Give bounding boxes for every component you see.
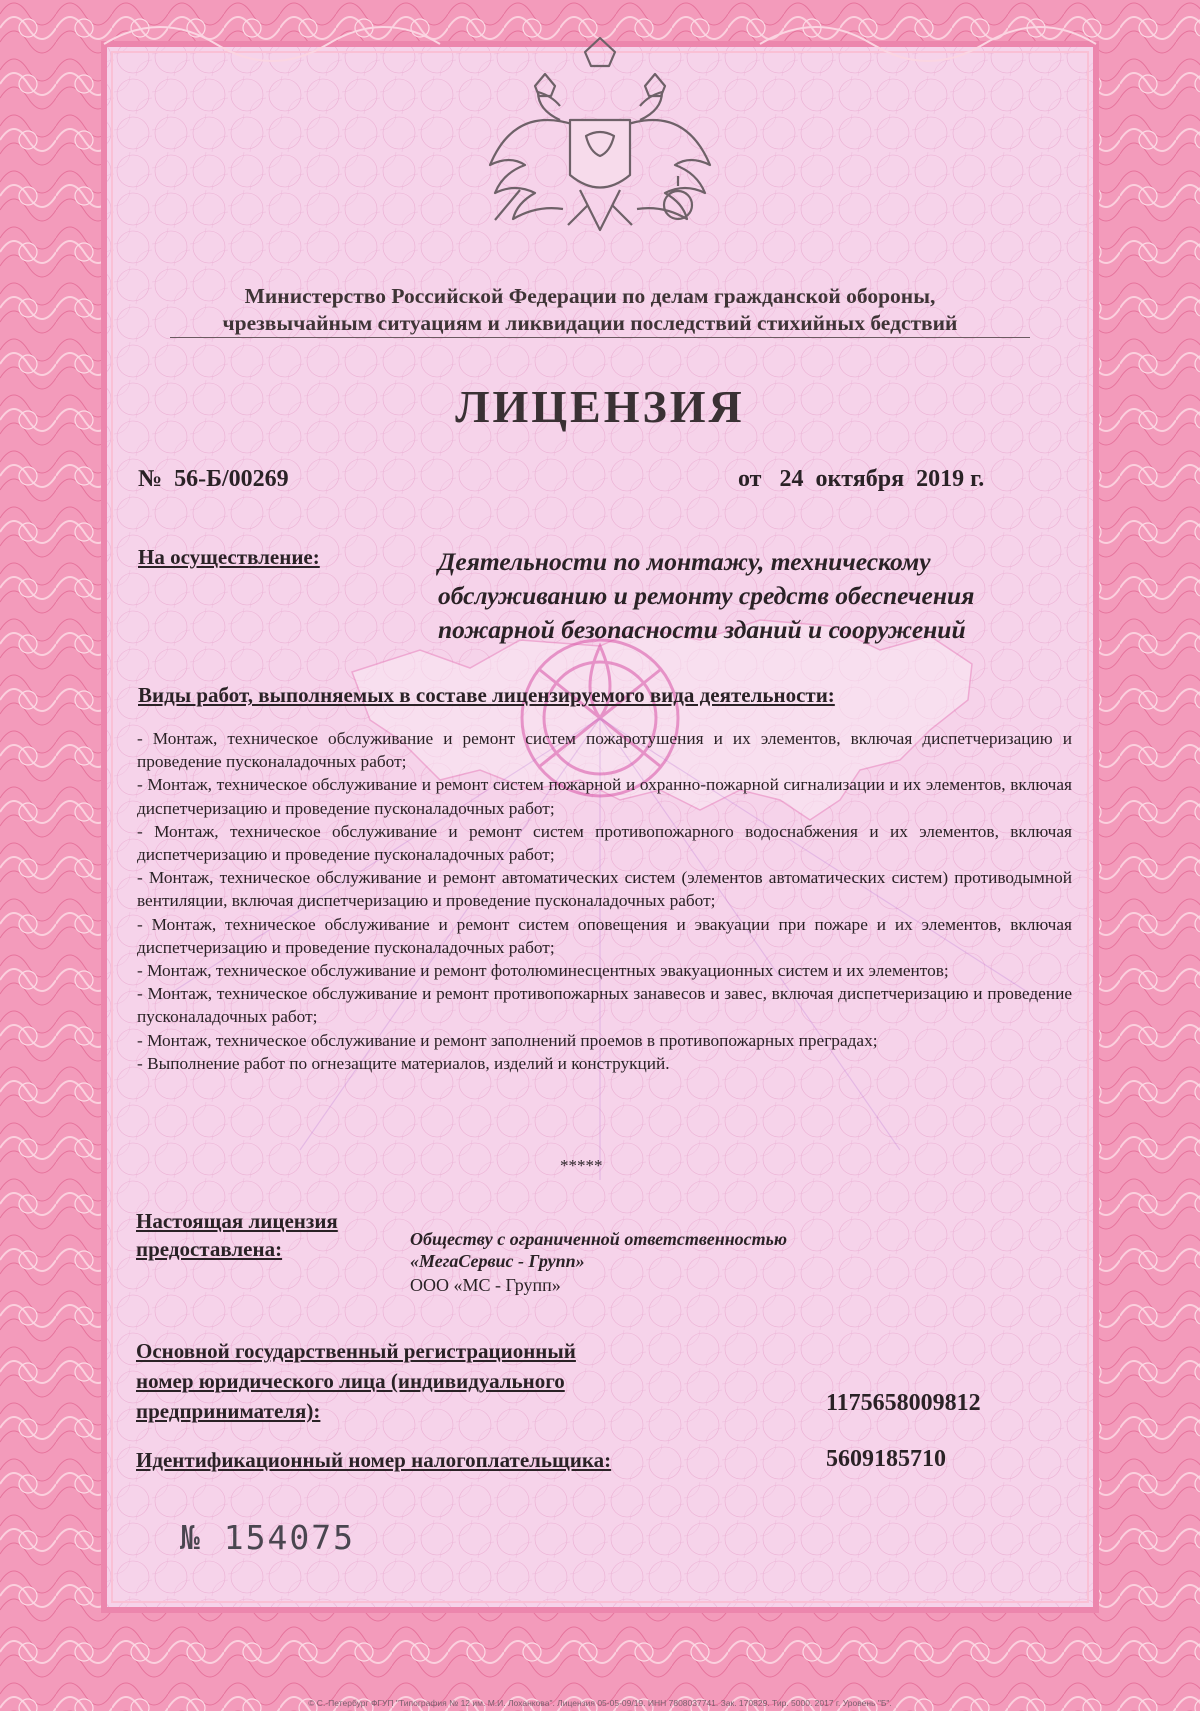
work-item: - Монтаж, техническое обслуживание и ремонт автоматических систем (элементов автоматических систем) противодымной вентиляции, включая диспетчеризацию и проведение пусконаладочных работ; [137, 868, 1072, 911]
document-title: ЛИЦЕНЗИЯ [455, 381, 745, 432]
header-divider [170, 337, 1030, 338]
ministry-line-1: Министерство Российской Федерации по делам гражданской обороны, [244, 284, 936, 308]
printer-imprint: © С.-Петербург ФГУП "Типография № 12 им. М.И. Лоханкова". Лицензия 05-05-09/19. ИНН 7808037741. Зак. 170829. Тир. 5000. 2017 г. Уровень "Б". [308, 1698, 892, 1708]
inn-label: Идентификационный номер налогоплательщика: [136, 1448, 612, 1472]
works-heading: Виды работ, выполняемых в составе лицензируемого вида деятельности: [138, 683, 835, 707]
ogrn-label-line-1: Основной государственный регистрационный [136, 1339, 576, 1363]
purpose-line-1: Деятельности по монтажу, техническому [438, 547, 931, 576]
ministry-line-2: чрезвычайным ситуациям и ликвидации последствий стихийных бедствий [222, 311, 958, 335]
work-item: - Монтаж, техническое обслуживание и ремонт фотолюминесцентных эвакуационных систем и их элементов; [137, 961, 949, 981]
purpose-line-3: пожарной безопасности зданий и сооружений [438, 615, 966, 644]
ogrn-label-line-3: предпринимателя): [136, 1399, 321, 1423]
work-item: - Монтаж, техническое обслуживание и ремонт систем оповещения и эвакуации при пожаре и их элементов, включая диспетчеризацию и проведение пусконаладочных работ; [137, 914, 1072, 957]
holder-brand-name: «МегаСервис - Групп» [410, 1251, 585, 1271]
holder-label-line-1: Настоящая лицензия [136, 1209, 338, 1233]
ministry-name [150, 283, 1030, 337]
license-date: от 24 октября 2019 г. [738, 466, 985, 492]
blank-serial-number: № 154075 [180, 1518, 355, 1557]
holder-label-line-2: предоставлена: [136, 1237, 283, 1261]
work-item: - Выполнение работ по огнезащите материалов, изделий и конструкций. [137, 1053, 670, 1073]
work-item: - Монтаж, техническое обслуживание и ремонт систем пожарной и охранно-пожарной сигнализации и их элементов, включая диспетчеризацию и проведение пусконаладочных работ; [137, 775, 1072, 818]
ogrn-label [136, 1336, 696, 1426]
ogrn-label-line-2: номер юридического лица (индивидуального [136, 1369, 565, 1393]
purpose-label: На осуществление: [138, 545, 320, 569]
works-list [137, 727, 1072, 1075]
purpose-text [438, 545, 1078, 647]
work-item: - Монтаж, техническое обслуживание и ремонт систем противопожарного водоснабжения и их элементов, включая диспетчеризацию и проведение пусконаладочных работ; [137, 821, 1072, 865]
holder-short-name: ООО «МС - Групп» [410, 1275, 561, 1295]
inn-value: 5609185710 [826, 1446, 946, 1472]
ogrn-value: 1175658009812 [826, 1390, 981, 1416]
work-item: - Монтаж, техническое обслуживание и ремонт заполнений проемов в противопожарных преградах; [137, 1030, 878, 1050]
work-item: - Монтаж, техническое обслуживание и ремонт систем пожаротушения и их элементов, включая диспетчеризацию и проведение пусконаладочных работ; [137, 729, 1072, 772]
work-item: - Монтаж, техническое обслуживание и ремонт противопожарных занавесов и завес, включая диспетчеризацию и проведение пусконаладочных работ; [137, 984, 1072, 1027]
section-separator: ***** [560, 1156, 603, 1175]
holder-full-name: Обществу с ограниченной ответственностью [410, 1229, 788, 1249]
holder-label [136, 1207, 396, 1263]
purpose-line-2: обслуживанию и ремонту средств обеспечения [438, 581, 975, 610]
license-number: № 56-Б/00269 [138, 466, 289, 492]
